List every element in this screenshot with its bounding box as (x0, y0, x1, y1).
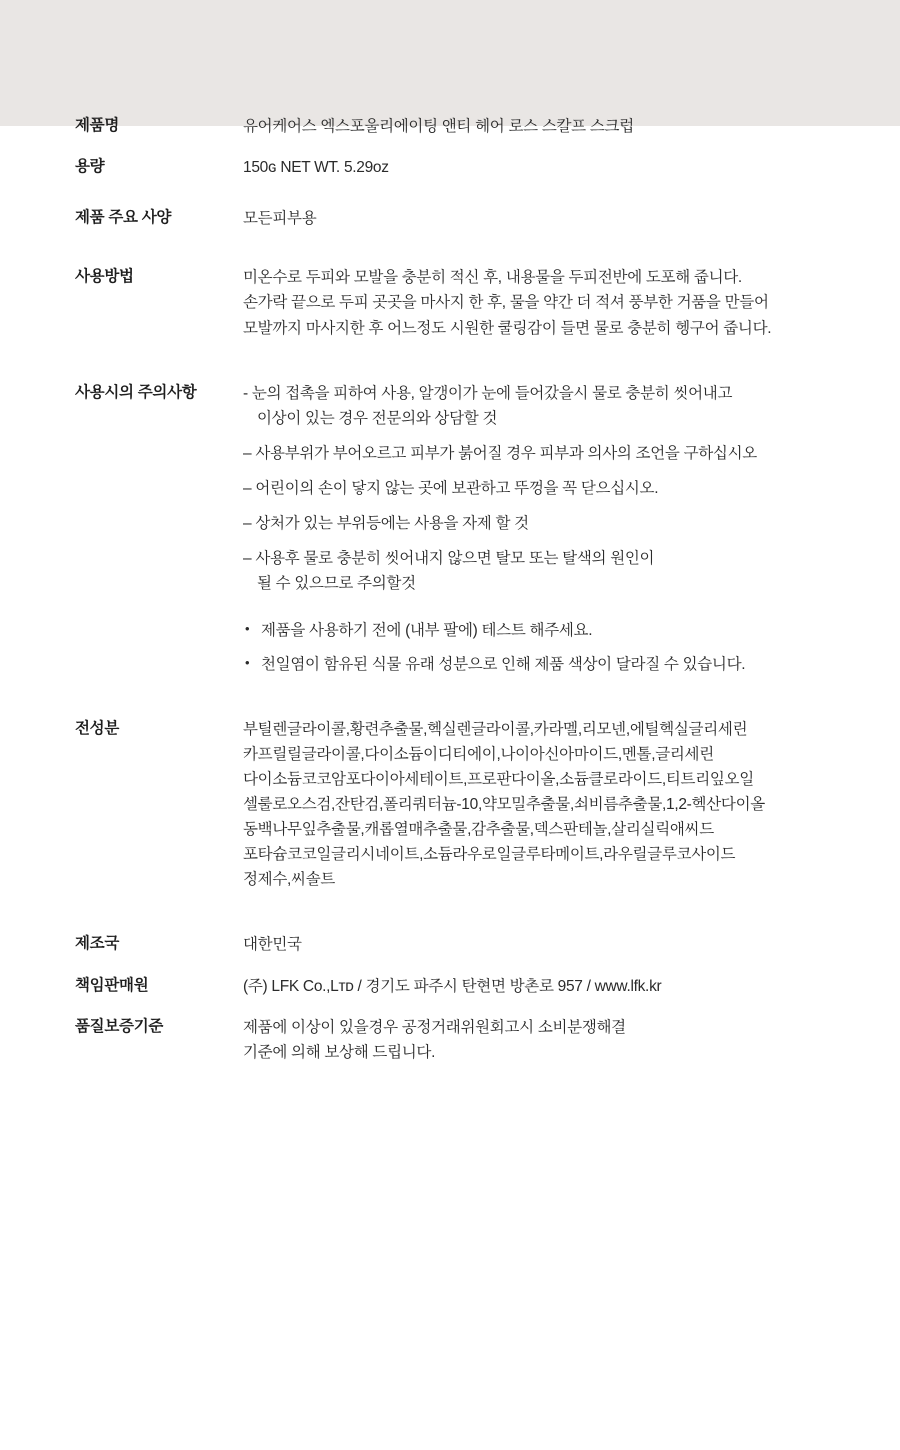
spacer (0, 231, 900, 265)
text-line: 될 수 있으므로 주의할것 (257, 575, 416, 593)
text-line: 대한민국 (243, 936, 302, 954)
text-line: 부틸렌글라이콜,황련추출물,헥실렌글라이콜,카라멜,리모넨,에틸헥실글리세린 (243, 720, 748, 738)
spacer (0, 892, 900, 932)
spec-label-ingredients: 전성분 (75, 719, 120, 737)
spec-value-distributor (243, 974, 900, 999)
spec-row-how-to-use (0, 265, 900, 340)
dash-mark: – (243, 550, 252, 568)
text-line (243, 511, 860, 536)
caution-text: 눈의 접촉을 피하여 사용, 알갱이가 눈에 들어갔을시 물로 충분히 씻어내고 (251, 384, 733, 402)
caution-text: 사용부위가 부어오르고 피부가 붉어질 경우 피부과 의사의 조언을 구하십시오 (255, 444, 757, 462)
caution-bullet-list (243, 618, 860, 676)
spec-row-product-name (0, 114, 900, 139)
spec-label-product-name: 제품명 (75, 117, 120, 134)
text-line: 모든피부용 (243, 210, 317, 228)
caution-text: 상처가 있는 부위등에는 사용을 자제 할 것 (255, 515, 529, 533)
spacer (0, 677, 900, 717)
spec-value-cautions (243, 381, 900, 677)
text-line: 기준에 의해 보상해 드립니다. (243, 1043, 436, 1061)
spec-value-product-name (243, 114, 900, 139)
caution-item (243, 476, 860, 501)
caution-bullet (243, 618, 860, 643)
spec-value-volume (243, 155, 900, 180)
text-line: 정제수,씨솔트 (243, 871, 336, 889)
caution-item (243, 511, 860, 536)
spec-row-distributor (0, 974, 900, 999)
text-line: 동백나무잎추출물,캐롭열매추출물,감추출물,덱스판테놀,살리실릭애씨드 (243, 821, 714, 839)
spec-value-ingredients (243, 717, 900, 893)
spec-value-quality-policy (243, 1015, 900, 1065)
spec-row-main-spec (0, 206, 900, 231)
top-banner-band (0, 0, 900, 126)
spec-label-cautions (75, 381, 243, 405)
text-line: 천일염이 함유된 식물 유래 성분으로 인해 제품 색상이 달라질 수 있습니다. (261, 655, 746, 673)
caution-item (243, 441, 860, 466)
spec-value-main-spec (243, 206, 900, 231)
spec-row-volume (0, 155, 900, 180)
spec-row-quality-policy (0, 1015, 900, 1065)
spec-label-quality-policy: 품질보증기준 (75, 1017, 164, 1035)
text-line: 주의사항 (137, 383, 197, 401)
spec-row-cautions (0, 381, 900, 677)
spec-label-country: 제조국 (75, 935, 120, 953)
text-line: 포타슘코코일글리시네이트,소듐라우로일글루타메이트,라우릴글루코사이드 (243, 846, 736, 864)
text-line: 사용시의 (75, 383, 134, 401)
text-line: 미온수로 두피와 모발을 충분히 적신 후, 내용물을 두피전반에 도포해 줍니다. (243, 269, 742, 287)
text-line: 다이소듐코코암포다이아세테이트,프로판다이올,소듐클로라이드,티트리잎오일 (243, 770, 754, 788)
text-line: (주) LFK Co.,Lᴛᴅ / 경기도 파주시 탄현면 방촌로 957 / www.lfk.kr (243, 977, 662, 995)
dash-mark: – (243, 479, 252, 497)
spec-row-ingredients (0, 717, 900, 893)
spec-value-how-to-use (243, 265, 900, 340)
bullet-dot-icon: • (245, 654, 250, 670)
spec-label-how-to-use: 사용방법 (75, 268, 134, 286)
text-line: 카프릴릴글라이콜,다이소듐이디티에이,나이아신아마이드,멘톨,글리세린 (243, 745, 714, 763)
spacer (0, 139, 900, 155)
text-line: 제품에 이상이 있을경우 공정거래위원회고시 소비분쟁해결 (243, 1018, 626, 1036)
text-line (243, 381, 860, 406)
spec-label-main-spec: 제품 주요 사양 (75, 209, 172, 227)
spec-label-volume: 용량 (75, 158, 105, 176)
spacer (0, 180, 900, 206)
product-spec-list (0, 114, 900, 1065)
text-line: 손가락 끝으로 두피 곳곳을 마사지 한 후, 물을 약간 더 적셔 풍부한 거품을 만들어 (243, 294, 769, 312)
caution-item (243, 546, 860, 596)
text-line (243, 441, 860, 466)
spacer (0, 341, 900, 381)
caution-bullet (243, 652, 860, 677)
spec-row-country (0, 932, 900, 957)
caution-text: 어린이의 손이 닿지 않는 곳에 보관하고 뚜껑을 꼭 닫으십시오. (255, 479, 659, 497)
text-line (243, 476, 860, 501)
dash-mark: – (243, 515, 252, 533)
spacer (0, 999, 900, 1015)
caution-text: 사용후 물로 충분히 씻어내지 않으면 탈모 또는 탈색의 원인이 (255, 550, 655, 568)
spacer (0, 958, 900, 974)
text-line: 셀룰로오스검,잔탄검,폴리쿼터늄-10,약모밀추출물,쇠비름추출물,1,2-헥산다이올 (243, 795, 765, 813)
text-line (243, 546, 860, 571)
text-line: 제품을 사용하기 전에 (내부 팔에) 테스트 해주세요. (261, 622, 593, 640)
caution-item (243, 381, 860, 431)
spec-label-distributor: 책임판매원 (75, 976, 149, 994)
spec-value-country (243, 932, 900, 957)
text-line: 모발까지 마사지한 후 어느정도 시원한 쿨링감이 들면 물로 충분히 헹구어 줍니다. (243, 319, 772, 337)
dash-mark: – (243, 444, 252, 462)
bullet-dot-icon: • (245, 621, 250, 637)
text-line: 150ɢ NET WT. 5.29oz (243, 159, 389, 177)
text-line: 유어케어스 엑스포울리에이팅 앤티 헤어 로스 스칼프 스크럽 (243, 118, 634, 135)
dash-mark: - (243, 384, 248, 402)
text-line: 이상이 있는 경우 전문의와 상담할 것 (257, 409, 498, 427)
